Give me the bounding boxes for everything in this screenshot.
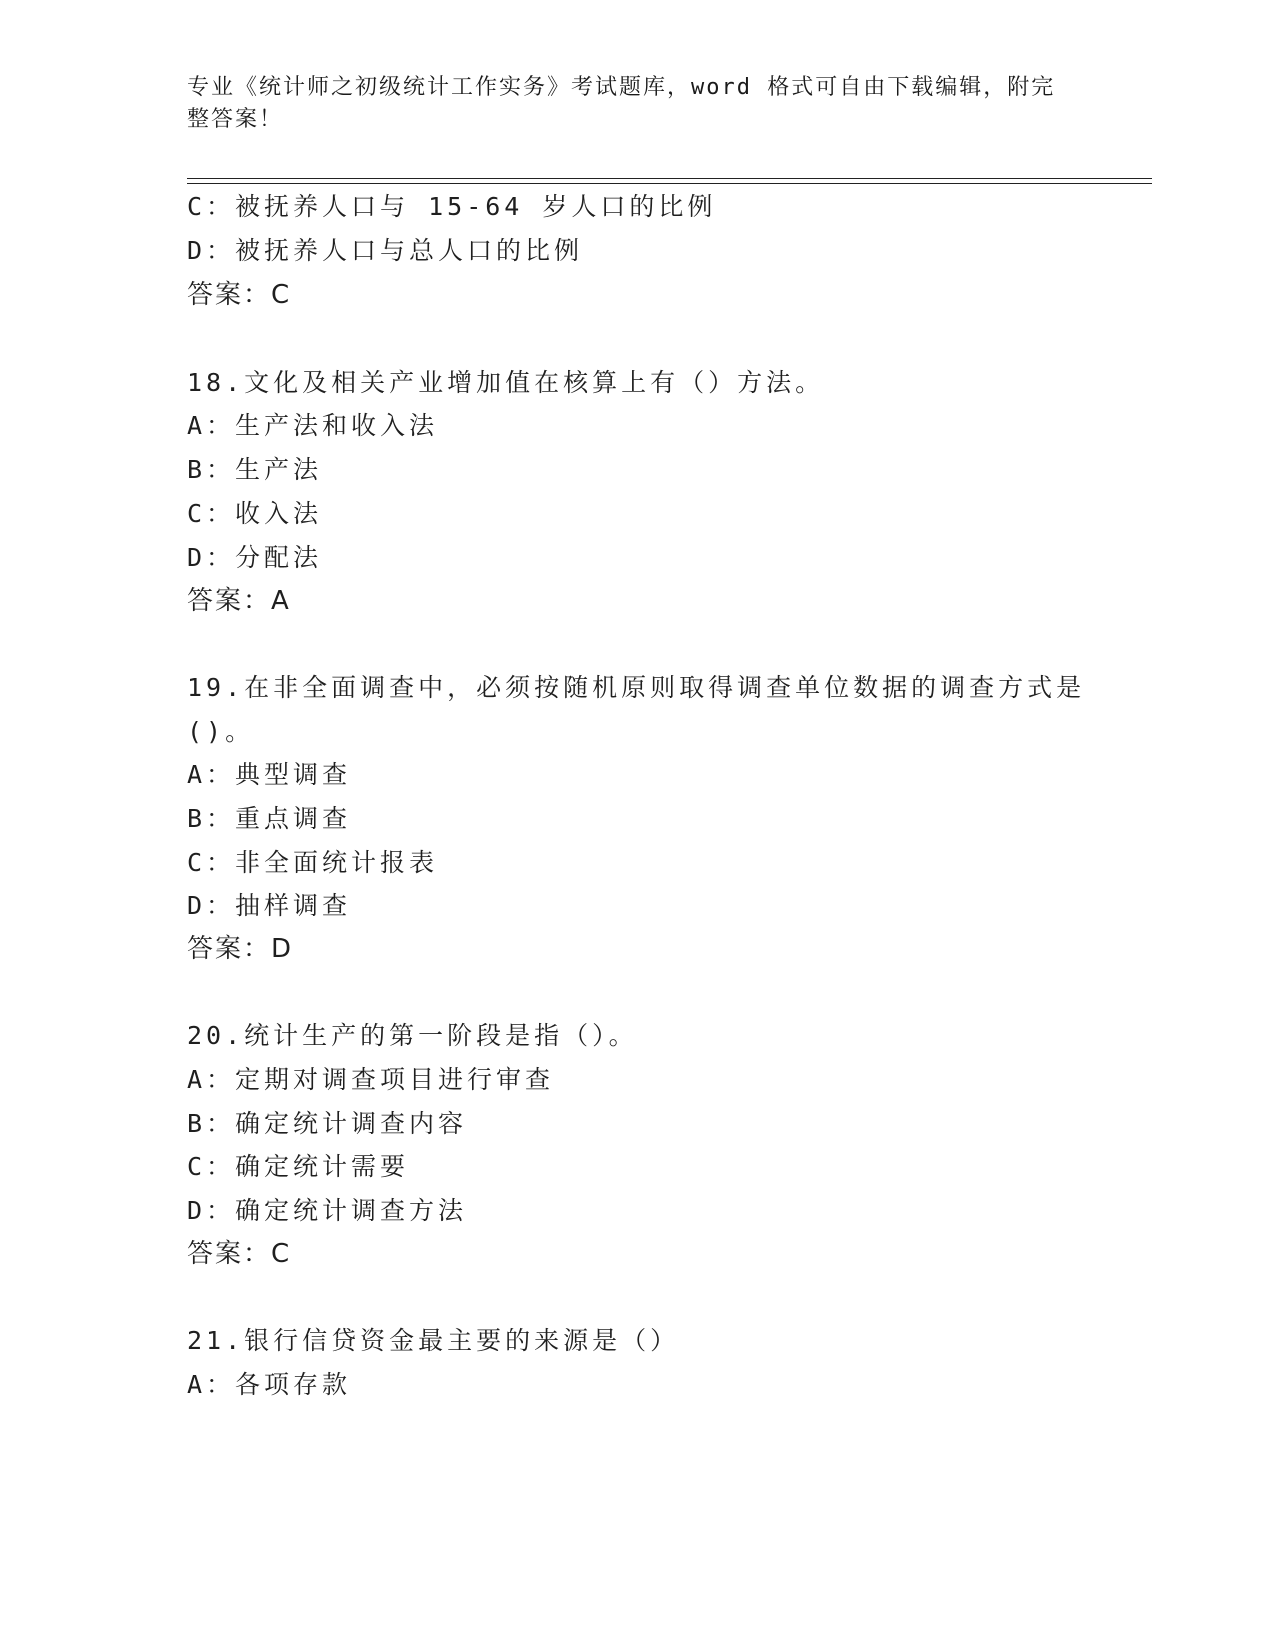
- header-divider-top: [187, 178, 1152, 179]
- option-b: B：重点调查: [187, 804, 352, 833]
- answer-label: 答案：D: [187, 934, 294, 964]
- question-stem-20: 20.统计生产的第一阶段是指（）。: [187, 1021, 638, 1050]
- question-stem-19: 19.在非全面调查中，必须按随机原则取得调查单位数据的调查方式是: [187, 673, 1086, 702]
- header-divider-bottom: [187, 183, 1152, 184]
- question-stem-18: 18.文化及相关产业增加值在核算上有（）方法。: [187, 368, 825, 397]
- answer-label: 答案：C: [187, 1239, 292, 1269]
- answer-label: 答案：C: [187, 280, 292, 310]
- header-line-2: 整答案！: [187, 107, 284, 132]
- option-a: A：各项存款: [187, 1370, 352, 1399]
- option-a: A：定期对调查项目进行审查: [187, 1065, 555, 1094]
- answer-label: 答案：A: [187, 586, 291, 616]
- option-c: C：收入法: [187, 499, 323, 528]
- option-a: A：生产法和收入法: [187, 411, 439, 440]
- option-d: D：分配法: [187, 543, 323, 572]
- option-c: C：非全面统计报表: [187, 848, 439, 877]
- option-c: C：确定统计需要: [187, 1152, 410, 1181]
- question-stem-19-cont: ()。: [187, 717, 255, 746]
- option-b: B：确定统计调查内容: [187, 1109, 468, 1138]
- option-d: D：抽样调查: [187, 891, 352, 920]
- header-line-1: 专业《统计师之初级统计工作实务》考试题库，word 格式可自由下载编辑，附完: [187, 75, 1056, 100]
- document-header: [187, 72, 1067, 136]
- option-d: D：被抚养人口与总人口的比例: [187, 236, 584, 265]
- option-c: C：被抚养人口与 15-64 岁人口的比例: [187, 192, 717, 221]
- option-b: B：生产法: [187, 455, 323, 484]
- option-d: D：确定统计调查方法: [187, 1196, 468, 1225]
- question-stem-21: 21.银行信贷资金最主要的来源是（）: [187, 1326, 680, 1355]
- option-a: A：典型调查: [187, 760, 352, 789]
